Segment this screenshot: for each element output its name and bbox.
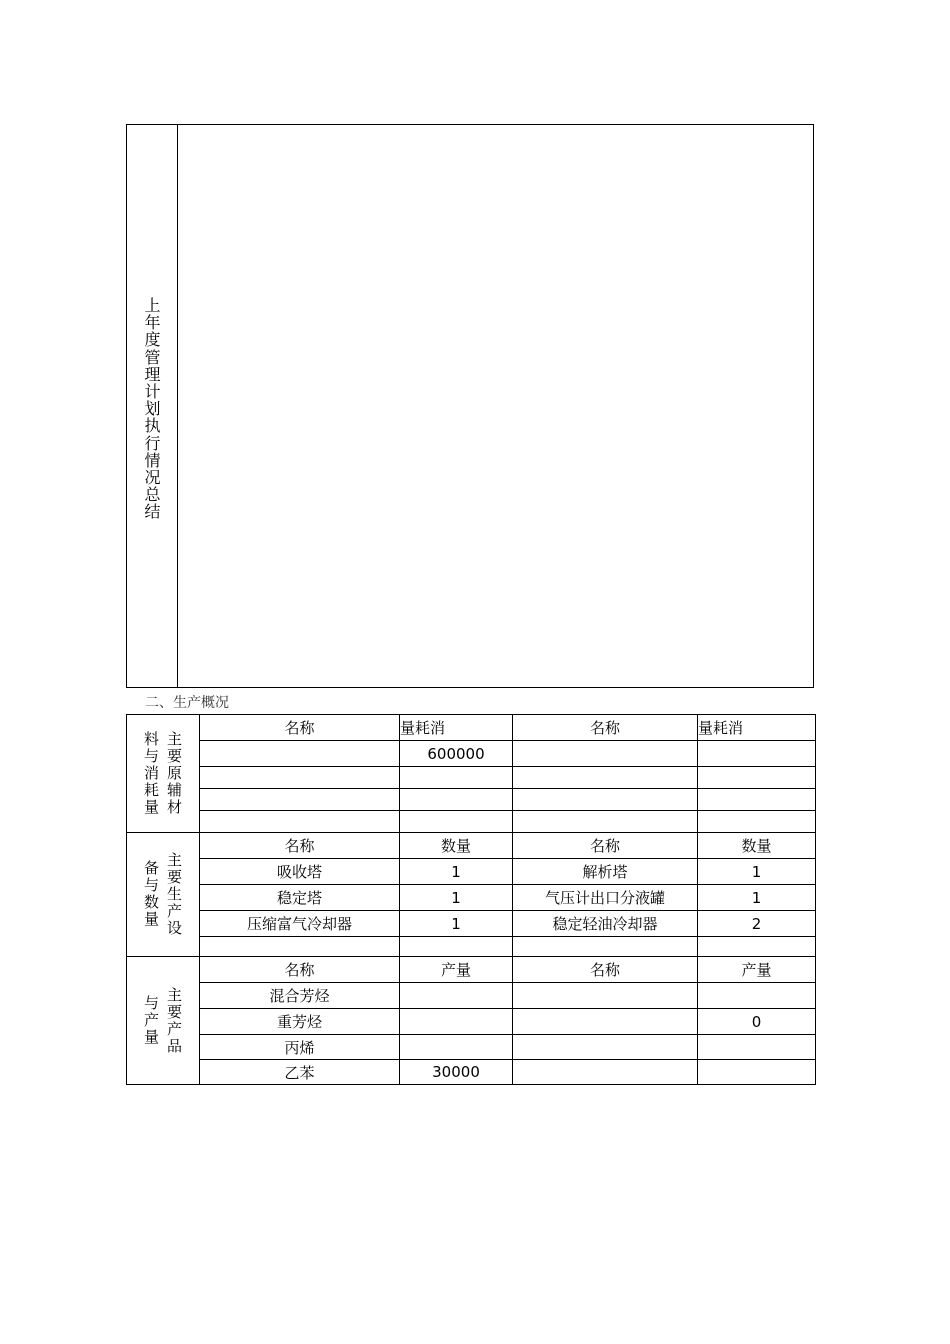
table-cell[interactable]: 1 [400,911,513,937]
column-header: 数量 [698,833,816,859]
production-table [126,714,816,1085]
label-char: 量 [143,1027,159,1046]
table-cell[interactable] [698,937,816,957]
table-cell[interactable]: 气压计出口分液罐 [513,885,698,911]
label-char: 主 [167,730,183,748]
label-char: 要 [167,747,183,765]
table-cell[interactable] [400,937,513,957]
table-cell[interactable] [698,811,816,833]
column-header: 数量 [400,833,513,859]
table-cell[interactable] [200,811,400,833]
label-char: 材 [167,798,183,816]
table-cell[interactable] [698,1035,816,1060]
label-char: 情 [144,450,161,470]
table-cell[interactable]: 重芳烃 [200,1009,400,1035]
label-char: 设 [167,919,183,937]
table-cell[interactable] [513,1009,698,1035]
label-char: 料 [143,730,159,748]
column-header: 名称 [513,957,698,983]
table-cell[interactable] [200,789,400,811]
table-cell[interactable] [513,789,698,811]
products-label-col1 [167,987,182,1055]
label-char: 耗 [143,781,159,799]
table-row [127,833,816,859]
products-label-col2 [144,995,159,1055]
table-cell[interactable] [200,741,400,767]
table-row [127,811,816,833]
label-char: 消 [143,764,159,782]
label-char: 行 [144,433,161,453]
column-header: 量耗消 [400,715,513,741]
label-char: 计 [144,382,161,402]
summary-label-column [127,125,178,687]
table-row [127,983,816,1009]
table-cell[interactable]: 2 [698,911,816,937]
table-row [127,1060,816,1085]
table-cell[interactable]: 30000 [400,1060,513,1085]
label-char: 量 [143,910,159,928]
label-char: 与 [143,876,159,894]
table-cell[interactable] [513,767,698,789]
equipment-category-cell [127,833,200,957]
table-row [127,741,816,767]
section-heading: 二、生产概况 [145,695,229,711]
label-char: 况 [144,468,161,488]
label-char: 原 [167,764,183,782]
label-char: 主 [167,851,183,869]
table-cell[interactable] [200,767,400,789]
table-cell[interactable]: 解析塔 [513,859,698,885]
table-cell[interactable] [400,811,513,833]
table-cell[interactable]: 压缩富气冷却器 [200,911,400,937]
label-char: 产 [167,902,183,920]
label-char: 总 [144,485,161,505]
materials-label-col2 [144,731,159,816]
summary-content-area[interactable] [178,125,813,687]
equipment-label-col2 [144,860,159,937]
table-row [127,1035,816,1060]
label-char: 与 [143,993,159,1012]
label-char: 执 [144,416,161,436]
table-cell[interactable] [400,983,513,1009]
table-cell[interactable] [513,1035,698,1060]
equipment-label-col1 [167,852,182,937]
table-cell[interactable]: 1 [400,885,513,911]
column-header: 产量 [400,957,513,983]
table-cell[interactable] [513,811,698,833]
column-header: 名称 [200,715,400,741]
table-cell[interactable] [513,937,698,957]
table-cell[interactable]: 0 [698,1009,816,1035]
table-cell[interactable] [400,1009,513,1035]
table-cell[interactable] [698,741,816,767]
table-row [127,911,816,937]
label-char: 管 [144,347,161,367]
table-row [127,767,816,789]
table-cell[interactable] [698,767,816,789]
column-header: 名称 [200,957,400,983]
table-cell[interactable]: 1 [698,859,816,885]
table-cell[interactable] [400,767,513,789]
label-char: 上 [144,296,161,315]
materials-label-col1 [167,731,182,816]
summary-label [127,297,178,521]
table-cell[interactable]: 稳定塔 [200,885,400,911]
table-row [127,715,816,741]
label-char: 生 [167,885,183,903]
table-cell[interactable] [513,983,698,1009]
table-row [127,859,816,885]
table-cell[interactable] [400,1035,513,1060]
table-cell[interactable]: 混合芳烃 [200,983,400,1009]
products-category-cell [127,957,200,1085]
label-char: 数 [143,893,159,911]
label-char: 品 [167,1036,183,1055]
column-header: 产量 [698,957,816,983]
label-char: 产 [167,1019,183,1038]
table-row [127,937,816,957]
table-row [127,789,816,811]
label-char: 结 [144,502,161,522]
table-row [127,885,816,911]
label-char: 要 [167,1002,183,1021]
label-char: 辅 [167,781,183,799]
label-char: 产 [143,1010,159,1029]
table-cell[interactable] [200,937,400,957]
label-char: 备 [143,859,159,877]
table-cell[interactable]: 1 [400,859,513,885]
table-cell[interactable]: 600000 [400,741,513,767]
table-cell[interactable] [698,1060,816,1085]
column-header: 名称 [200,833,400,859]
table-cell[interactable]: 稳定轻油冷却器 [513,911,698,937]
table-row [127,1009,816,1035]
table-row [127,957,816,983]
label-char: 划 [144,399,161,419]
label-char: 与 [143,747,159,765]
label-char: 理 [144,364,161,384]
table-cell[interactable] [513,741,698,767]
table-cell[interactable] [513,1060,698,1085]
column-header: 名称 [513,833,698,859]
column-header: 名称 [513,715,698,741]
table-cell[interactable] [698,983,816,1009]
label-char: 量 [143,798,159,816]
table-cell[interactable]: 乙苯 [200,1060,400,1085]
label-char: 主 [167,985,183,1004]
annual-summary-box [126,124,814,688]
column-header: 量耗消 [698,715,816,741]
materials-category-cell [127,715,200,833]
table-cell[interactable]: 吸收塔 [200,859,400,885]
label-char: 度 [144,330,161,350]
table-cell[interactable]: 1 [698,885,816,911]
table-cell[interactable]: 丙烯 [200,1035,400,1060]
table-cell[interactable] [698,789,816,811]
label-char: 要 [167,868,183,886]
table-cell[interactable] [400,789,513,811]
label-char: 年 [144,313,161,333]
